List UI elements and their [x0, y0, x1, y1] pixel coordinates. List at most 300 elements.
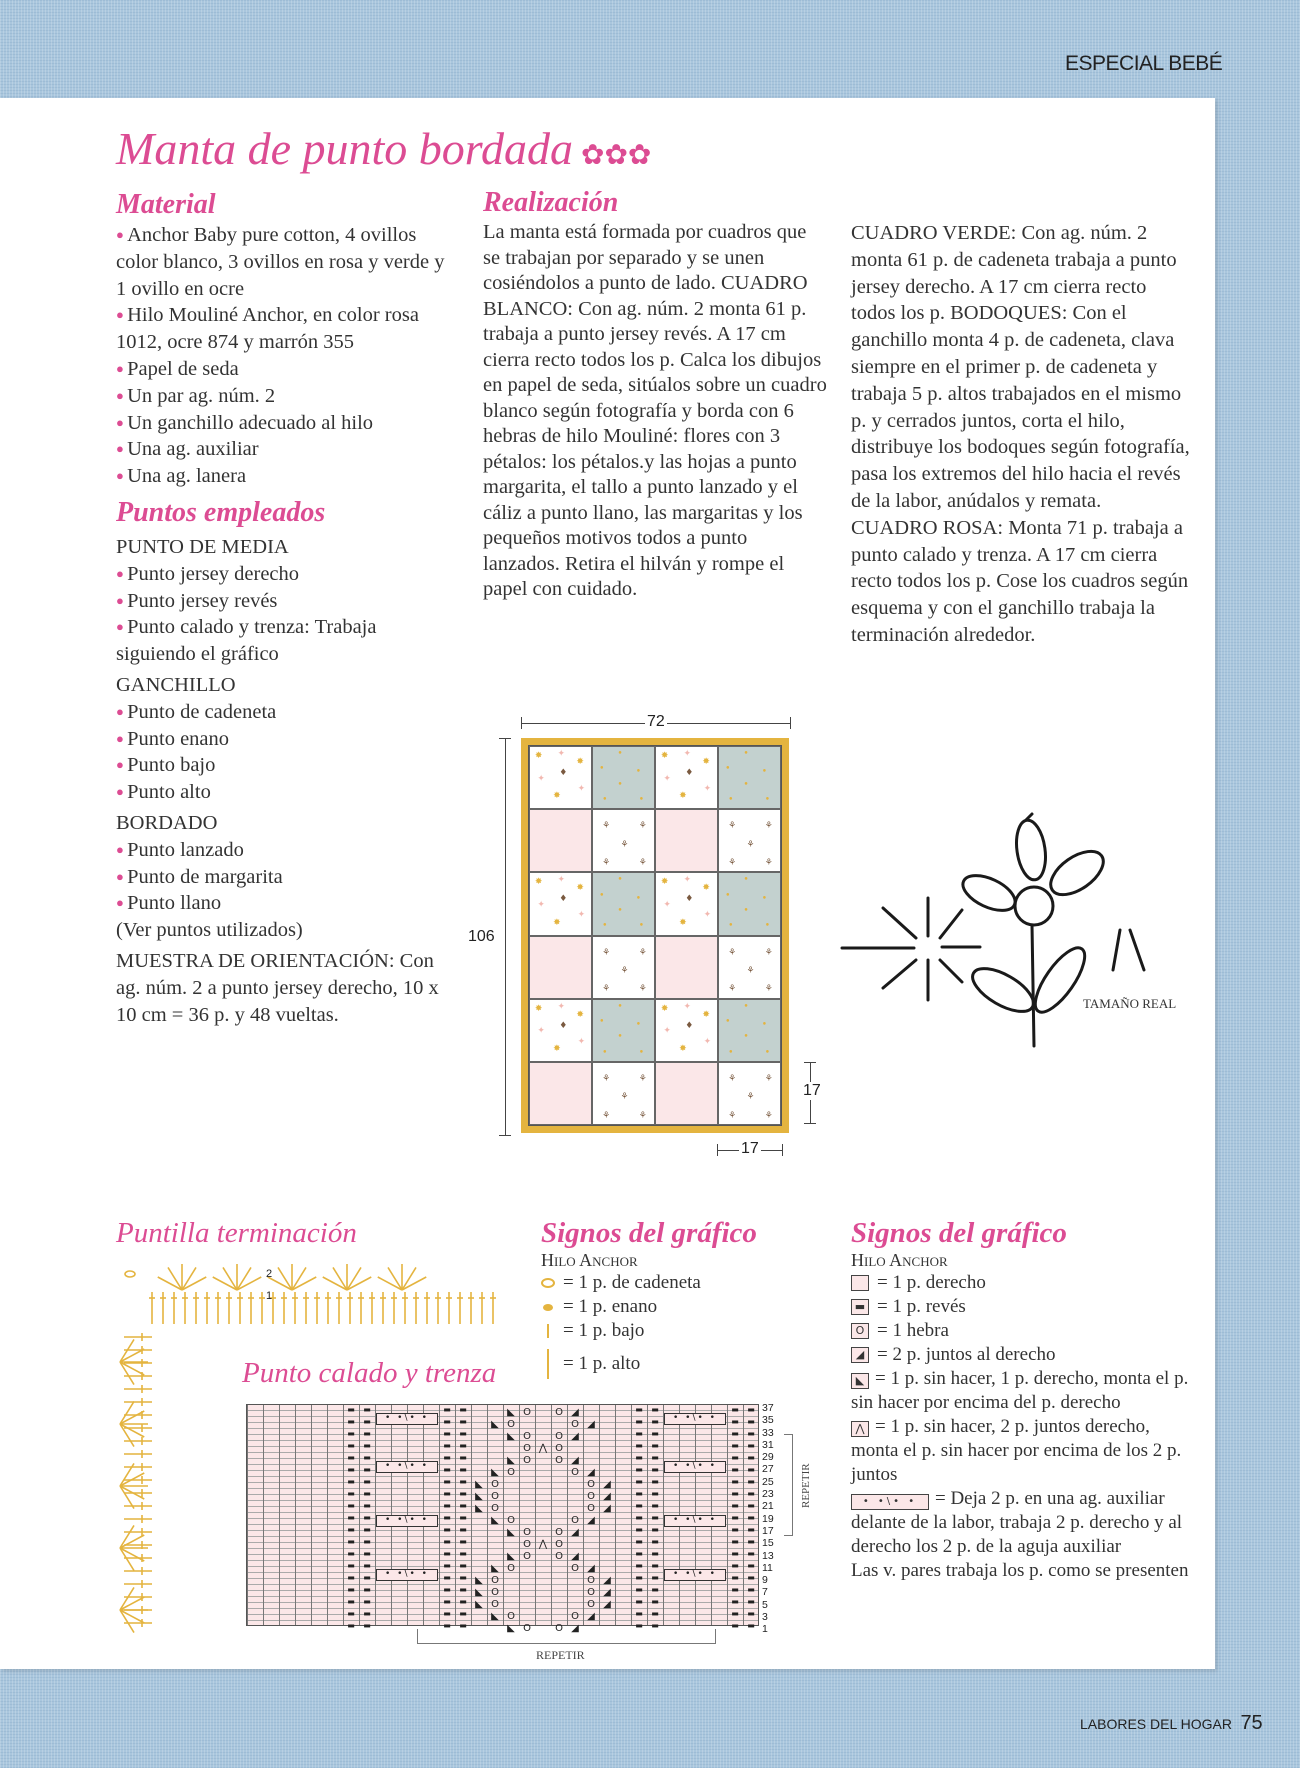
yarn-over-mark: O	[555, 1527, 563, 1538]
title-text: Manta de punto bordada	[116, 123, 573, 174]
purl-mark: ▬	[651, 1465, 659, 1474]
purl-mark: ▬	[459, 1561, 467, 1570]
motif-mark: ✸	[576, 1009, 584, 1020]
k2tog-icon: ◢	[851, 1347, 869, 1363]
yarn-over-mark: O	[523, 1455, 531, 1466]
row-number: 25	[762, 1475, 774, 1488]
legend-item	[851, 1271, 1196, 1295]
motif-mark: •	[635, 1020, 641, 1031]
purl-mark: ▬	[651, 1537, 659, 1546]
skpo-mark: ◣	[507, 1431, 515, 1442]
row-number: 33	[762, 1426, 774, 1439]
motif-mark: ✸	[702, 757, 710, 767]
purl-mark: ▬	[347, 1621, 355, 1630]
blanket-square-white-dots	[655, 872, 718, 935]
purl-mark: ▬	[443, 1621, 451, 1630]
purl-mark: ▬	[347, 1585, 355, 1594]
purl-mark: ▬	[443, 1501, 451, 1510]
motif-mark: ♦	[559, 1020, 568, 1031]
skpo-mark: ◣	[491, 1515, 499, 1526]
cuadro-verde-text: CUADRO VERDE: Con ag. núm. 2 monta 61 p. de cadeneta trabaja a punto jersey derecho. A 17 cm cierra recto todos los p. BODOQUES: Con el ganchillo monta 4 p. de cadeneta, clava siempre en el primer p. de cadeneta y trabaja 5 p. altos trabajados en el mismo p. y cerrados juntos, corta el hilo, distribuye los bodoques según fotografía, pasa los extremos del hilo hacia el revés de la labor, anúdalos y remata.	[851, 222, 1190, 512]
material-item: ● Un ganchillo adecuado al hilo	[116, 410, 456, 437]
purl-mark: ▬	[443, 1537, 451, 1546]
motif-mark: ✦	[703, 910, 712, 921]
purl-mark: ▬	[347, 1597, 355, 1606]
purl-mark: ▬	[747, 1417, 755, 1426]
purl-mark: ▬	[651, 1501, 659, 1510]
purl-mark: ▬	[443, 1441, 451, 1450]
purl-mark: ▬	[459, 1417, 467, 1426]
motif-mark: ✸	[702, 883, 710, 894]
width-dimension	[521, 713, 791, 730]
purl-mark: ▬	[443, 1573, 451, 1582]
purl-mark: ▬	[635, 1513, 643, 1522]
calado-section	[242, 1356, 496, 1390]
purl-mark: ▬	[635, 1549, 643, 1558]
purl-mark: ▬	[651, 1609, 659, 1618]
purl-mark: ▬	[347, 1489, 355, 1498]
motif-mark: ✸	[553, 917, 561, 928]
motif-mark: ⚘	[728, 821, 737, 832]
row-number: 35	[762, 1414, 774, 1427]
gauge-text: MUESTRA DE ORIENTACIÓN: Con ag. núm. 2 a punto jersey derecho, 10 x 10 cm = 36 p. y 48 vueltas.	[116, 949, 439, 1026]
row-number: 31	[762, 1438, 774, 1451]
motif-mark: ♦	[559, 894, 568, 905]
vertical-repeat-bracket	[784, 1434, 793, 1536]
yarn-over-mark: O	[507, 1563, 515, 1574]
motif-mark: ⚘	[602, 1074, 611, 1085]
motif-mark: •	[743, 905, 749, 916]
motif-mark: •	[743, 779, 749, 790]
motif-mark: ✦	[537, 899, 545, 910]
row-number: 27	[762, 1463, 774, 1476]
purl-mark: ▬	[747, 1513, 755, 1522]
k2tog-mark: ◢	[571, 1551, 579, 1562]
blanket-square-white-dots	[655, 746, 718, 809]
skpo-mark: ◣	[491, 1467, 499, 1478]
motif-mark: ✦	[577, 783, 586, 794]
legend-text: = 1 p. derecho	[877, 1272, 986, 1293]
motif-mark: ⚘	[728, 947, 737, 958]
row-label: 1	[266, 1290, 273, 1302]
purl-mark: ▬	[347, 1405, 355, 1414]
purl-mark: ▬	[363, 1621, 371, 1630]
k2tog-mark: ◢	[571, 1455, 579, 1466]
yarn-over-mark: O	[555, 1539, 563, 1550]
purl-mark: ▬	[651, 1585, 659, 1594]
purl-mark: ▬	[443, 1453, 451, 1462]
purl-mark: ▬	[747, 1489, 755, 1498]
legend-item	[851, 1343, 1196, 1367]
star-stitch-icon	[842, 898, 980, 1000]
purl-mark: ▬	[747, 1453, 755, 1462]
purl-mark: ▬	[459, 1525, 467, 1534]
motif-mark: •	[638, 921, 645, 932]
purl-mark: ▬	[459, 1429, 467, 1438]
motif-mark: ✦	[577, 910, 586, 921]
yarn-over-mark: O	[523, 1431, 531, 1442]
motif-mark: •	[725, 764, 731, 775]
blanket-square-pink	[529, 809, 592, 872]
motif-mark: ✦	[663, 899, 671, 910]
motif-mark: ✦	[537, 1026, 545, 1037]
puntilla-heading: Puntilla terminación	[116, 1217, 357, 1249]
purl-mark: ▬	[747, 1597, 755, 1606]
row-number: 21	[762, 1500, 774, 1513]
yarn-over-mark: O	[587, 1587, 595, 1598]
skpo-mark: ◣	[491, 1419, 499, 1430]
skpo-mark: ◣	[475, 1491, 483, 1502]
k2tog-mark: ◢	[587, 1467, 595, 1478]
yarn-over-mark: O	[571, 1563, 579, 1574]
legend-text: = 1 p. revés	[877, 1296, 966, 1317]
yarn-over-mark: O	[523, 1551, 531, 1562]
purl-mark: ▬	[731, 1573, 739, 1582]
legend-item	[851, 1487, 1196, 1559]
purl-mark: ▬	[635, 1597, 643, 1606]
yarn-over-mark: O	[491, 1599, 499, 1610]
purl-mark: ▬	[635, 1621, 643, 1630]
material-column	[116, 188, 456, 1028]
knit-legend	[851, 1216, 1196, 1583]
purl-mark: ▬	[347, 1429, 355, 1438]
cable-mark: • •\• •	[376, 1569, 438, 1581]
motif-mark: •	[743, 1032, 749, 1043]
yarn-over-icon: O	[851, 1323, 869, 1339]
motif-mark: ⚘	[602, 821, 611, 832]
purl-mark: ▬	[651, 1549, 659, 1558]
k2tog-mark: ◢	[571, 1431, 579, 1442]
purl-mark: ▬	[363, 1441, 371, 1450]
material-item: ● Anchor Baby pure cotton, 4 ovillos color blanco, 3 ovillos en rosa y verde y 1 ovillo en ocre	[116, 222, 456, 302]
difficulty-flowers-icon: ✿✿✿	[581, 140, 652, 171]
legend-item	[851, 1415, 1196, 1487]
purl-mark: ▬	[635, 1489, 643, 1498]
purl-mark: ▬	[635, 1477, 643, 1486]
purl-mark: ▬	[459, 1513, 467, 1522]
skpo-mark: ◣	[491, 1611, 499, 1622]
yarn-over-mark: O	[571, 1419, 579, 1430]
motif-mark: •	[602, 921, 608, 932]
k2tog-mark: ◢	[603, 1503, 611, 1514]
motif-mark: •	[602, 1047, 608, 1058]
stitch-item: ● Punto bajo	[116, 752, 456, 779]
motif-mark: ✦	[557, 1001, 565, 1012]
blanket-square-pink	[655, 1062, 718, 1125]
motif-mark: ✸	[534, 1003, 543, 1014]
yarn-over-mark: O	[491, 1575, 499, 1586]
blanket-square-green	[718, 746, 781, 809]
knitting-chart-grid	[246, 1404, 759, 1634]
legend-text: = 1 p. bajo	[563, 1320, 645, 1341]
motif-mark: •	[635, 767, 641, 778]
row-number: 5	[762, 1598, 768, 1611]
cable-mark: • •\• •	[376, 1413, 438, 1425]
yarn-over-mark: O	[507, 1611, 515, 1622]
motif-mark: ✦	[537, 773, 545, 784]
sk2po-icon: ⋀	[851, 1421, 869, 1437]
motif-mark: ⚘	[638, 858, 647, 869]
purl-mark: ▬	[747, 1573, 755, 1582]
purl-mark: ▬	[731, 1417, 739, 1426]
purl-mark: ▬	[363, 1501, 371, 1510]
realizacion-heading: Realización	[483, 187, 619, 218]
calado-heading: Punto calado y trenza	[242, 1357, 497, 1389]
skpo-mark: ◣	[507, 1407, 515, 1418]
legend-item	[851, 1295, 1196, 1319]
motif-mark: ⚘	[602, 858, 611, 869]
motif-mark: ✦	[557, 875, 565, 886]
purl-mark: ▬	[459, 1621, 467, 1630]
yarn-over-mark: O	[587, 1491, 595, 1502]
purl-mark: ▬	[347, 1573, 355, 1582]
legend-heading: Signos del gráfico	[541, 1217, 757, 1249]
motif-mark: ✦	[703, 783, 712, 794]
purl-mark: ▬	[635, 1537, 643, 1546]
square-height-dimension	[803, 1062, 821, 1124]
vertical-repeat-label: REPETIR	[800, 1463, 812, 1508]
legend-item	[541, 1271, 821, 1295]
purl-mark: ▬	[635, 1609, 643, 1618]
motif-mark: ✸	[702, 1009, 710, 1020]
motif-mark: •	[638, 1047, 645, 1058]
purl-mark: ▬	[443, 1585, 451, 1594]
legend-subheading: Hilo Anchor	[851, 1250, 948, 1270]
purl-mark: ▬	[459, 1405, 467, 1414]
knit-square-icon	[851, 1275, 869, 1291]
purl-mark: ▬	[635, 1501, 643, 1510]
purl-mark: ▬	[651, 1441, 659, 1450]
row-number: 9	[762, 1574, 768, 1587]
legend-item	[851, 1319, 1196, 1343]
motif-mark: ✸	[534, 750, 543, 761]
purl-mark: ▬	[459, 1537, 467, 1546]
purl-mark: ▬	[443, 1513, 451, 1522]
motif-mark: •	[743, 749, 749, 760]
yarn-over-mark: O	[555, 1551, 563, 1562]
legend-item	[541, 1295, 821, 1319]
cable-mark: • •\• •	[664, 1515, 726, 1527]
purl-mark: ▬	[635, 1429, 643, 1438]
motif-mark: ⚘	[746, 966, 755, 977]
skpo-mark: ◣	[475, 1479, 483, 1490]
page-title	[116, 122, 651, 175]
purl-mark: ▬	[443, 1489, 451, 1498]
purl-mark: ▬	[731, 1525, 739, 1534]
motif-mark: •	[617, 779, 623, 790]
yarn-over-mark: O	[587, 1599, 595, 1610]
purl-mark: ▬	[747, 1609, 755, 1618]
purl-mark: ▬	[747, 1441, 755, 1450]
purl-mark: ▬	[731, 1513, 739, 1522]
motif-mark: ✸	[576, 883, 584, 894]
legend-text: = 2 p. juntos al derecho	[877, 1344, 1056, 1365]
skpo-mark: ◣	[475, 1587, 483, 1598]
motif-mark: ⚘	[602, 947, 611, 958]
motif-mark: •	[617, 875, 623, 886]
legend-item	[851, 1367, 1196, 1415]
purl-mark: ▬	[347, 1465, 355, 1474]
motif-mark: ⚘	[638, 984, 647, 995]
skpo-mark: ◣	[507, 1527, 515, 1538]
yarn-over-mark: O	[507, 1467, 515, 1478]
motif-mark: ⚘	[746, 1092, 755, 1103]
purl-mark: ▬	[635, 1441, 643, 1450]
blanket-square-pink	[529, 936, 592, 999]
purl-mark: ▬	[635, 1417, 643, 1426]
motif-mark: ⚘	[620, 966, 629, 977]
purl-mark: ▬	[651, 1621, 659, 1630]
motif-mark: ✸	[576, 757, 584, 767]
motif-mark: •	[728, 921, 734, 932]
motif-mark: ⚘	[764, 984, 773, 995]
stitches-note: (Ver puntos utilizados)	[116, 919, 303, 942]
purl-mark: ▬	[347, 1513, 355, 1522]
purl-mark: ▬	[363, 1597, 371, 1606]
purl-mark: ▬	[747, 1525, 755, 1534]
legend-heading: Signos del gráfico	[851, 1217, 1067, 1249]
purl-mark: ▬	[347, 1561, 355, 1570]
purl-mark: ▬	[443, 1597, 451, 1606]
realizacion-text: La manta está formada por cuadros que se trabajan por separado y se unen cosiéndolos a punto de lado. CUADRO BLANCO: Con ag. núm. 2 monta 61 p. trabaja a punto jersey revés. A 17 cm cierra recto todos los p. Calca los dibujos en papel de seda, sitúalos sobre un cuadro blanco según fotografía y borda con 6 hebras de hilo Mouliné: flores con 3 pétalos: los pétalos.y las hojas a punto margarita, el tallo a punto lanzado y el cáliz a punto llano, las margaritas y los pequeños motivos todos a punto lanzados. Retira el hilván y rompe el papel con cuidado.	[483, 221, 827, 600]
purl-mark: ▬	[363, 1417, 371, 1426]
cable-mark: • •\• •	[376, 1515, 438, 1527]
puntos-heading: Puntos empleados	[116, 496, 326, 528]
blanket-square-white-flowers	[718, 1062, 781, 1125]
stitch-item: ● Punto calado y trenza: Trabaja siguiendo el gráfico	[116, 614, 456, 668]
row-label: 2	[266, 1268, 273, 1280]
legend-item	[541, 1319, 821, 1343]
motif-mark: ⚘	[602, 1110, 611, 1121]
square-height-label: 17	[803, 1082, 821, 1099]
purl-mark: ▬	[651, 1513, 659, 1522]
purl-mark: ▬	[443, 1561, 451, 1570]
purl-mark: ▬	[363, 1405, 371, 1414]
k2tog-mark: ◢	[587, 1611, 595, 1622]
legend-note: Las v. pares trabaja los p. como se presenten	[851, 1560, 1189, 1581]
motif-mark: ♦	[559, 768, 568, 779]
purl-mark: ▬	[363, 1477, 371, 1486]
purl-mark: ▬	[363, 1549, 371, 1558]
horizontal-repeat-bracket	[417, 1629, 716, 1644]
purl-mark: ▬	[731, 1609, 739, 1618]
stitch-item: ● Punto llano	[116, 890, 456, 917]
motif-mark: •	[635, 893, 641, 904]
purl-mark: ▬	[443, 1525, 451, 1534]
yarn-over-mark: O	[523, 1443, 531, 1454]
material-item: ● Un par ag. núm. 2	[116, 383, 456, 410]
k2tog-mark: ◢	[571, 1407, 579, 1418]
stitch-item: ● Punto alto	[116, 779, 456, 806]
real-size-label: TAMAÑO REAL	[1083, 996, 1177, 1011]
blanket-square-white-flowers	[718, 936, 781, 999]
motif-mark: ⚘	[764, 947, 773, 958]
puntilla-section	[116, 1216, 357, 1250]
motif-mark: •	[617, 749, 623, 760]
blanket-square-white-flowers	[592, 1062, 655, 1125]
purl-mark: ▬	[347, 1609, 355, 1618]
purl-mark: ▬	[459, 1441, 467, 1450]
skpo-mark: ◣	[475, 1599, 483, 1610]
purl-mark: ▬	[635, 1573, 643, 1582]
legend-text: = 1 p. de cadeneta	[563, 1272, 701, 1293]
purl-mark: ▬	[651, 1489, 659, 1498]
square-width-dimension	[717, 1140, 783, 1157]
motif-mark: •	[761, 767, 767, 778]
motif-mark: •	[617, 1001, 623, 1012]
legend-text: = 1 hebra	[877, 1320, 949, 1341]
skpo-mark: ◣	[507, 1455, 515, 1466]
purl-mark: ▬	[459, 1597, 467, 1606]
yarn-over-mark: O	[555, 1431, 563, 1442]
motif-mark: ✸	[679, 1043, 687, 1054]
stitch-item: ● Punto jersey derecho	[116, 561, 456, 588]
motif-mark: ⚘	[728, 984, 737, 995]
section-tag: ESPECIAL BEBÉ	[1065, 52, 1223, 75]
purl-mark: ▬	[443, 1549, 451, 1558]
purl-mark: ▬	[635, 1465, 643, 1474]
purl-mark: ▬	[459, 1549, 467, 1558]
motif-mark: •	[725, 1017, 731, 1027]
purl-mark: ▬	[731, 1621, 739, 1630]
motif-mark: ✦	[557, 749, 565, 760]
purl-mark: ▬	[651, 1405, 659, 1414]
purl-mark: ▬	[443, 1477, 451, 1486]
purl-mark: ▬	[747, 1537, 755, 1546]
purl-mark: ▬	[651, 1429, 659, 1438]
page-number: 75	[1240, 1712, 1263, 1734]
cable-mark: • •\• •	[664, 1569, 726, 1581]
row-number: 17	[762, 1524, 774, 1537]
stitch-item: ● Punto enano	[116, 726, 456, 753]
blanket-square-green	[592, 746, 655, 809]
chain-mark	[125, 1271, 135, 1277]
purl-mark: ▬	[651, 1477, 659, 1486]
blanket-square-green	[718, 999, 781, 1062]
blanket-schematic	[521, 738, 789, 1133]
yarn-over-mark: O	[555, 1623, 563, 1634]
purl-mark: ▬	[731, 1537, 739, 1546]
purl-mark: ▬	[347, 1525, 355, 1534]
yarn-over-mark: O	[571, 1467, 579, 1478]
purl-mark: ▬	[651, 1417, 659, 1426]
purl-mark: ▬	[731, 1549, 739, 1558]
purl-mark: ▬	[731, 1585, 739, 1594]
motif-mark: •	[764, 794, 771, 805]
row-number: 23	[762, 1488, 774, 1501]
motif-mark: ✦	[683, 749, 691, 760]
yarn-over-mark: O	[491, 1479, 499, 1490]
row-number: 1	[762, 1623, 768, 1636]
k2tog-mark: ◢	[603, 1599, 611, 1610]
motif-mark: •	[725, 890, 731, 901]
motif-mark: ♦	[685, 768, 694, 779]
motif-mark: •	[599, 1017, 605, 1027]
width-label: 72	[647, 713, 665, 730]
purl-mark: ▬	[747, 1477, 755, 1486]
blanket-square-white-flowers	[592, 936, 655, 999]
purl-mark: ▬	[459, 1609, 467, 1618]
motif-mark: ⚘	[728, 858, 737, 869]
purl-mark: ▬	[747, 1501, 755, 1510]
row-number: 7	[762, 1586, 768, 1599]
purl-mark: ▬	[731, 1453, 739, 1462]
motif-mark: ✸	[679, 791, 687, 802]
legend-item	[541, 1349, 821, 1379]
motif-mark: ⚘	[746, 839, 755, 850]
motif-mark: ✦	[663, 773, 671, 784]
k2tog-mark: ◢	[571, 1527, 579, 1538]
